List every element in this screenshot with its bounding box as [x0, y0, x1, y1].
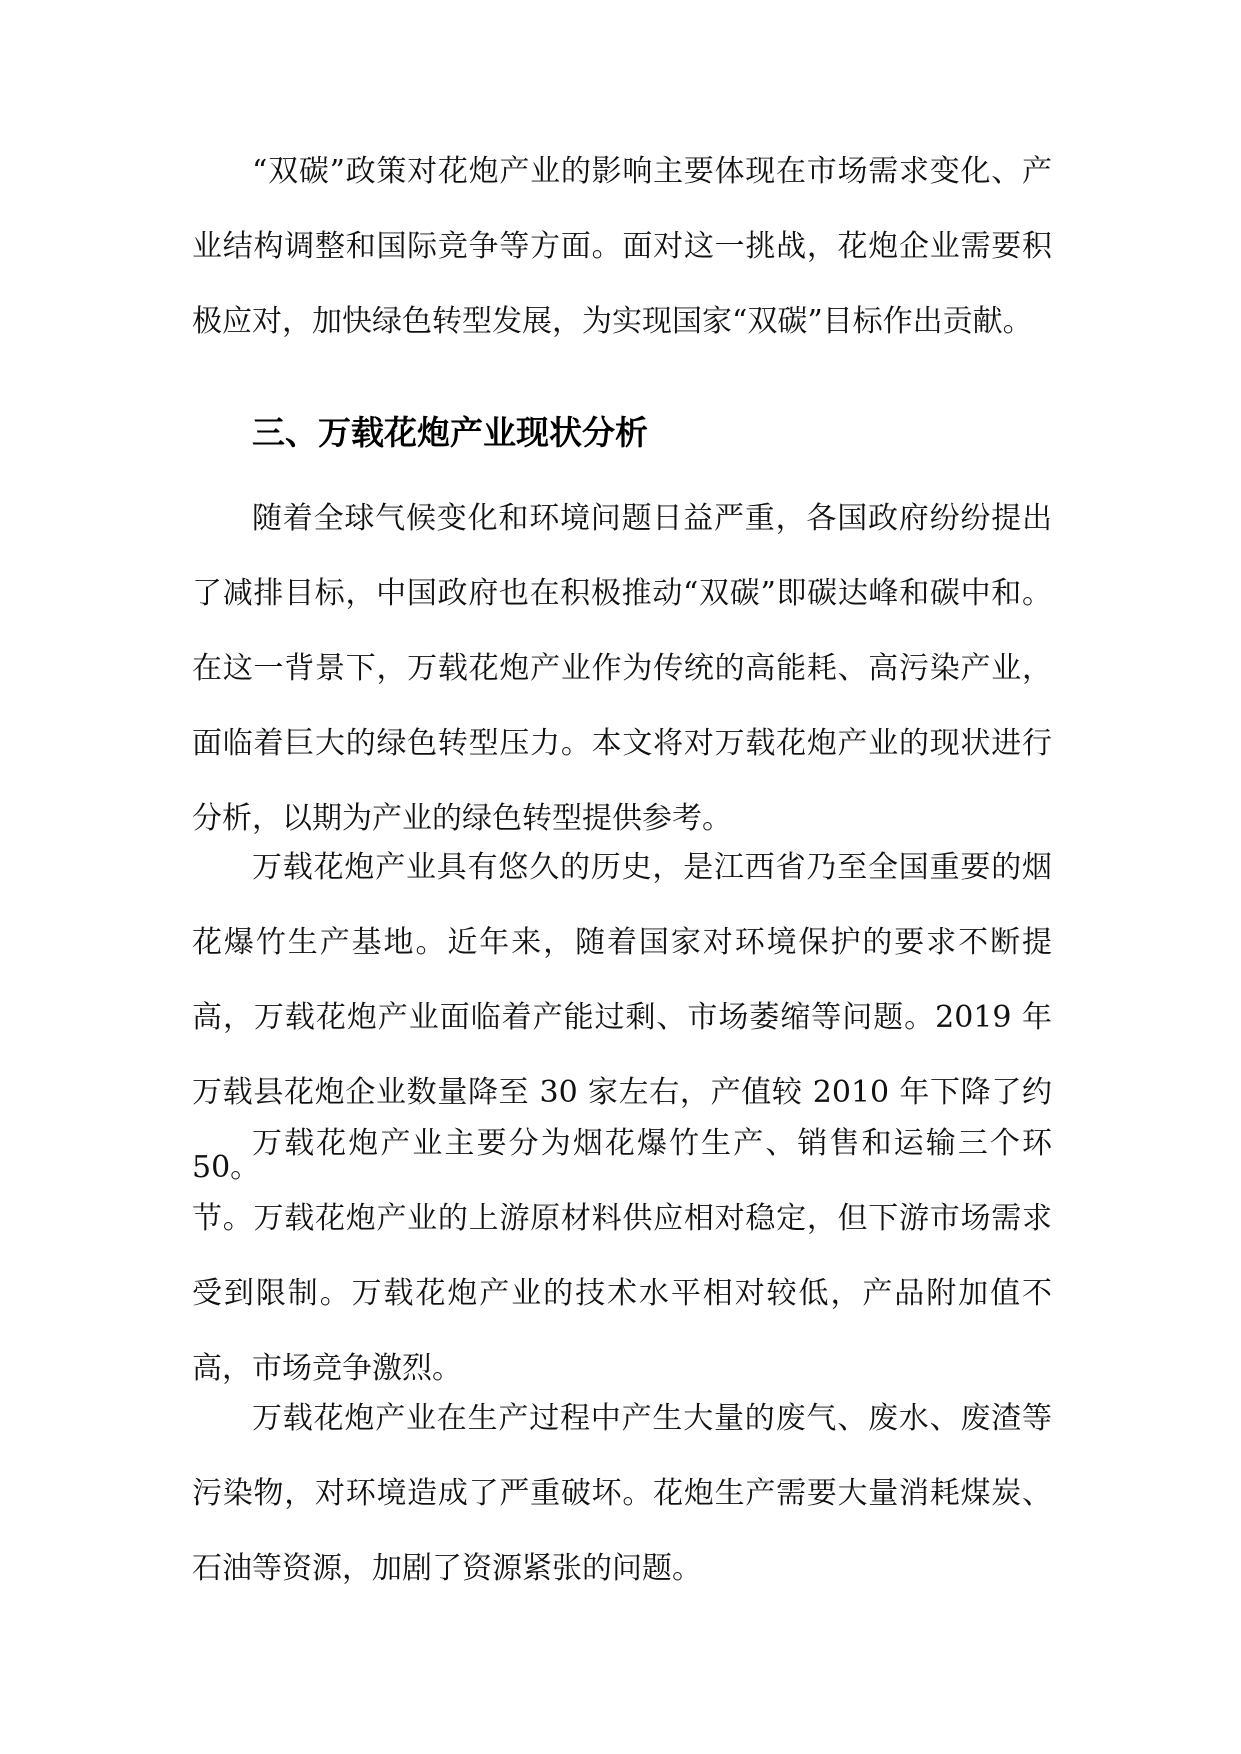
paragraph-background: 随着全球气候变化和环境问题日益严重，各国政府纷纷提出了减排目标，中国政府也在积极推动“双碳”即碳达峰和碳中和。在这一背景下，万载花炮产业作为传统的高能耗、高污染产业，面临着巨大的绿色转型压力。本文将对万载花炮产业的现状进行分析，以期为产业的绿色转型提供参考。 — [192, 501, 1052, 836]
paragraph-intro: “双碳”政策对花炮产业的影响主要体现在市场需求变化、产业结构调整和国际竞争等方面。面对这一挑战，花炮企业需要积极应对，加快绿色转型发展，为实现国家“双碳”目标作出贡献。 — [192, 154, 1052, 339]
paragraph-structure: 万载花炮产业主要分为烟花爆竹生产、销售和运输三个环节。万载花炮产业的上游原材料供应相对稳定，但下游市场需求受到限制。万载花炮产业的技术水平相对较低，产品附加值不高，市场竞争激烈。 — [192, 1126, 1052, 1386]
paragraph-history: 万载花炮产业具有悠久的历史，是江西省乃至全国重要的烟花爆竹生产基地。近年来，随着国家对环境保护的要求不断提高，万载花炮产业面临着产能过剩、市场萎缩等问题。2019 年万载县花炮企业数量降至 30 家左右，产值较 2010 年下降了约 50。 — [192, 850, 1052, 1185]
section-heading: 三、万载花炮产业现状分析 — [252, 413, 648, 452]
paragraph-pollution: 万载花炮产业在生产过程中产生大量的废气、废水、废渣等污染物，对环境造成了严重破坏。花炮生产需要大量消耗煤炭、石油等资源，加剧了资源紧张的问题。 — [192, 1401, 1052, 1586]
